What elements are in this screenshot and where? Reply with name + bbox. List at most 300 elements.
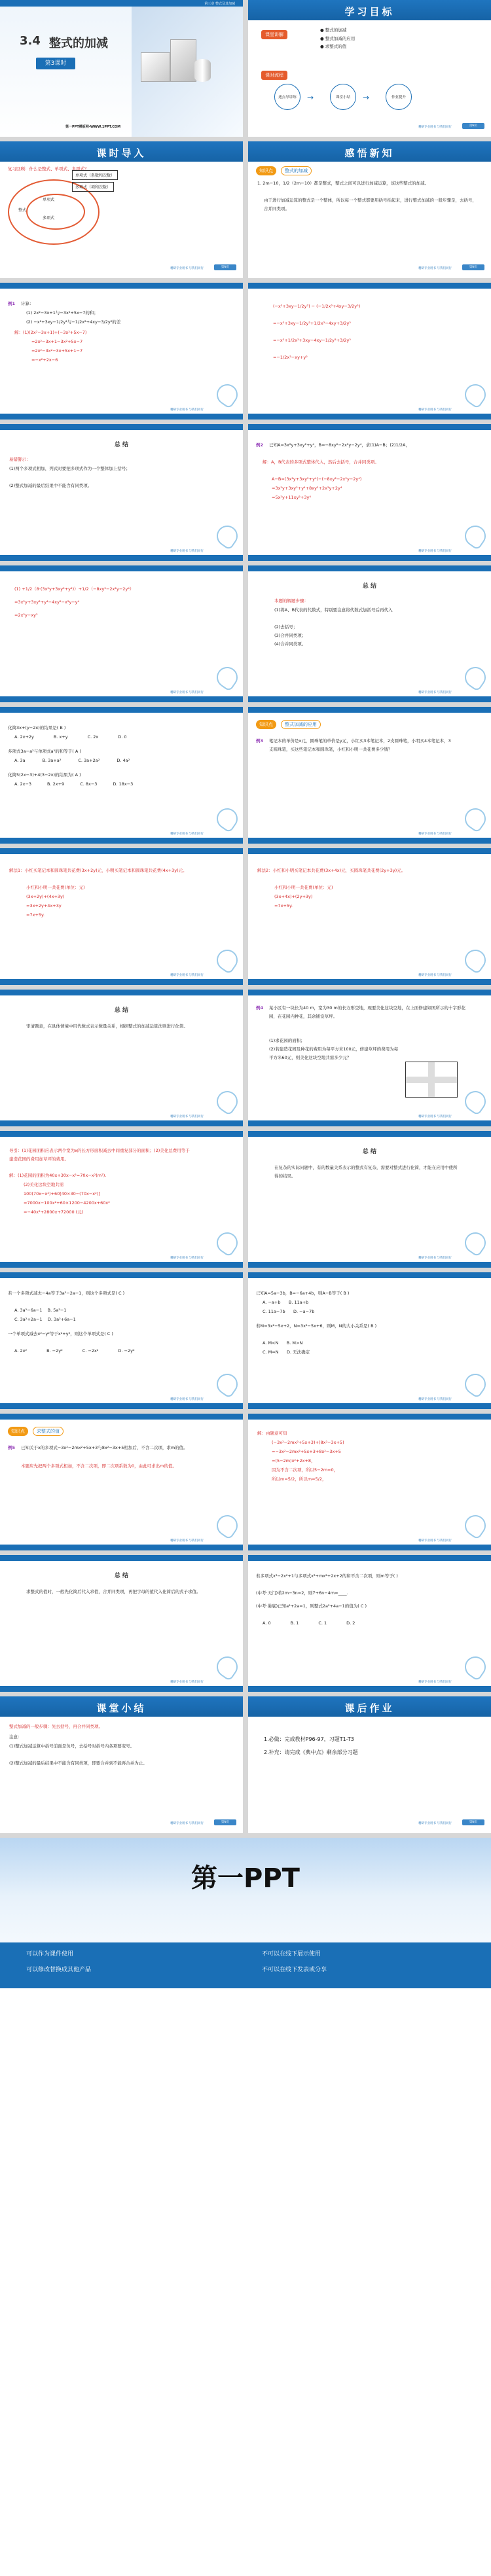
pen-icon: [213, 522, 242, 551]
bottom-bar: [248, 555, 491, 561]
footer: 精研专业用书 与我们同行: [170, 1398, 204, 1401]
end-line-3: 不可以在线下展示使用: [262, 1951, 321, 1958]
option[interactable]: D. 4a²: [117, 758, 130, 763]
example-line-1: (1) 2x²−3x+1与−3x²+5x−7的和；: [26, 310, 98, 315]
flow-1-label: 逐点导讲练: [278, 96, 297, 99]
footer: 精研专业用书 与我们同行: [170, 1539, 204, 1543]
option[interactable]: D. 3a²+6a−1: [47, 1317, 76, 1322]
lesson-badge: [36, 58, 75, 69]
footer: 精研专业用书 与我们同行: [418, 1398, 452, 1401]
summary-point-1: (1)两个多项式相加，列式时要把多项式作为一个整体加上括号；: [9, 466, 130, 471]
pen-icon: [461, 1087, 490, 1117]
solution-line-2: (3x+4x)+(2y+3y): [274, 894, 313, 899]
top-bar: [248, 990, 491, 995]
bottom-bar: [0, 979, 243, 985]
solution-line-3: =2x²y−xy²: [14, 613, 38, 618]
garden-figure: [405, 1062, 458, 1098]
tag-explain: [261, 30, 287, 39]
top-bar: [0, 990, 243, 995]
footer: 精研专业用书 与我们同行: [170, 1822, 204, 1825]
title-band: [248, 141, 491, 162]
practice-q1: 若一个多项式减去−4a等于3a²−2a−1，则这个多项式是( C ): [8, 1291, 125, 1296]
pen-icon: [461, 1653, 490, 1682]
footer: 精研专业用书 与我们同行: [418, 1115, 452, 1118]
slide-homework: [248, 1696, 491, 1833]
slide-intro: [0, 141, 243, 278]
practice-q4: 若M=3x²−5x+2，N=3x²−5x+6，则M，N的大小关系是( B ): [256, 1323, 377, 1329]
flow-1: [274, 84, 300, 110]
knowledge-tag: 知识点: [256, 166, 276, 175]
slide-practice-2: [0, 1272, 243, 1409]
footer: 精研专业用书 与我们同行: [418, 832, 452, 836]
option[interactable]: B. 1: [290, 1620, 299, 1626]
example-question: 笔记本的单价是x元，圆珠笔的单价是y元，小红买3本笔记本，2支圆珠笔，小明买4本笔记本，3支圆珠笔，买这些笔记本和圆珠笔，小红和小明一共花费多少钱？: [269, 738, 451, 752]
page-mark: 第N页: [462, 123, 484, 129]
title-band: [248, 1696, 491, 1717]
option[interactable]: D. 2: [346, 1620, 355, 1626]
option[interactable]: D. −2y²: [118, 1348, 135, 1353]
bottom-bar: [0, 696, 243, 702]
summary-lead: 易错警示：: [9, 457, 31, 462]
option[interactable]: C. 1: [318, 1620, 327, 1626]
knowledge-text-2: 由于进行加减运算的整式是一个整体，所以每一个整式都要用括号括起来，进行整式加减的一般步骤是，去括号，合并同类项。: [264, 198, 477, 211]
bottom-bar: [0, 838, 243, 844]
option[interactable]: B. 11a+b: [288, 1300, 309, 1305]
arrow-icon: →: [363, 93, 370, 102]
pen-icon: [213, 1370, 242, 1399]
solution-line-3: 100(70x−x²)+60[40×30−(70x−x²)]: [24, 1191, 100, 1196]
slide-summary-3: [0, 990, 243, 1126]
top-bar: [0, 424, 243, 430]
summary-line-3: (1)整式加减运算中括号前面是负号，去括号时括号内各项要变号。: [9, 1744, 135, 1749]
top-bar: [248, 848, 491, 854]
chapter-label: 第三章 整式及其加减: [204, 2, 235, 6]
footer: 精研专业用书 与我们同行: [418, 1539, 452, 1543]
solution-line-1: (−x²+3xy−1/2y²) − (−1/2x²+4xy−3/2y²): [273, 304, 361, 309]
flow-2-label: 课堂小结: [335, 96, 350, 99]
solution-text: 解法1：小红买笔记本和圆珠笔共花费(3x+2y)元，小明买笔记本和圆珠笔共花费(4x+3y)元。: [9, 868, 187, 873]
practice-q1: 若多项式x³−2x²+1与多项式x³+mx²+2x+2的和不含二次项，则m等于( ): [256, 1573, 398, 1579]
slide-knowledge-3: [0, 1414, 243, 1550]
option[interactable]: D. 0: [118, 734, 127, 740]
pen-icon: [213, 663, 242, 692]
solution-line-1: (1) +1/2（8·(3x²y+3xy²+y⁴)）+1/2（−8xy²−2x²y−2y⁴）: [14, 586, 134, 592]
knowledge-subtag: 求整式的值: [33, 1427, 64, 1436]
footer: 精研专业用书 与我们同行: [170, 408, 204, 412]
example-label: 例2: [256, 442, 264, 448]
summary-point-4: (4)合并同类项。: [274, 641, 306, 647]
example-question: 计算：: [21, 301, 34, 306]
footer: 精研专业用书 与我们同行: [418, 126, 452, 129]
bottom-bar: [248, 838, 491, 844]
solution-text: 解法2：小红和小明买笔记本共花费(3x+4x)元，买圆珠笔共花费(2y+3y)元。: [257, 868, 406, 873]
summary-line-2: 注意：: [9, 1734, 22, 1740]
example-sub-1: (1)求花园的面积；: [269, 1038, 305, 1043]
diagram-inner: [26, 194, 85, 230]
solution-line-2: (−3x²−2mx²+5x+3)+(8x²−3x+5): [272, 1440, 344, 1445]
slide-title: 课时导入: [96, 147, 147, 159]
bottom-bar: [0, 555, 243, 561]
solution-line-4: =−1/2x²−xy+y²: [273, 355, 308, 360]
tag-flow: [261, 71, 287, 80]
slide-example-1-cont: [248, 283, 491, 420]
practice-q3-options: [14, 780, 230, 789]
summary-point-2: (2)整式加减的最后结果中不能含有同类项。: [9, 483, 92, 488]
footer: 精研专业用书 与我们同行: [418, 1257, 452, 1260]
practice-q4-options-row2: [263, 1348, 310, 1357]
slide-title: 感悟新知: [344, 147, 395, 159]
pen-icon: [461, 1228, 490, 1258]
solution-line-3: =3x+2y+4x+3y: [26, 903, 62, 908]
option[interactable]: A. 0: [263, 1620, 271, 1626]
arrow-icon: →: [307, 93, 314, 102]
solution-line-5: 因为不含二次项，所以5−2m=0，: [272, 1467, 338, 1473]
slide-solution-1: [0, 848, 243, 985]
pen-icon: [461, 663, 490, 692]
diagram-label-dan: 单项式: [43, 198, 55, 202]
example-label: 例1: [8, 301, 16, 306]
option[interactable]: A. −a+b: [263, 1300, 281, 1305]
solution-line-4: =7000x−100x²+60×1200−4200x+60x²: [24, 1200, 110, 1206]
top-bar: [0, 848, 243, 854]
practice-q3: 化简5(2x−3)+4(3−2x)的结果为( A ): [8, 772, 81, 778]
solution-line-2: =3x²y+3xy²+y⁴−4xy²−x²y−y⁴: [14, 599, 80, 605]
option[interactable]: B. 5a²−1: [47, 1308, 67, 1313]
pen-icon: [213, 804, 242, 834]
summary-text: 审清题意，在具体情境中用代数式表示数量关系，根据整式的加减运算法则进行化简。: [26, 1024, 188, 1029]
title-band: [0, 1696, 243, 1717]
summary-title-text: 总 结: [114, 442, 129, 448]
example-question: 某小区有一块长为40 m，宽为30 m的长方形空地，现要美化这块空地，在上面修建如图所示的十字形花园，在花园内种花，其余铺设草坪。: [269, 1005, 465, 1019]
bottom-bar: [0, 1262, 243, 1268]
pen-icon: [461, 804, 490, 834]
practice-q2-options: [14, 757, 230, 765]
slide-title: 课堂小结: [96, 1702, 147, 1714]
option[interactable]: B. −2y²: [46, 1348, 63, 1353]
solution-line-1: 小红和小明一共花费(单位：元): [26, 885, 85, 890]
summary-title-text: 总 结: [362, 583, 377, 590]
practice-q4-options-row1: [263, 1339, 302, 1348]
summary-text: 在复杂的实际问题中，有的数量关系表示的整式有复杂，需要对整式进行化简，才能在应用中使所得的结果。: [274, 1165, 458, 1179]
top-bar: [248, 283, 491, 289]
footer: 精研专业用书 与我们同行: [170, 1257, 204, 1260]
answer-line: 解：(1)(2x²−3x+1)+(−3x²+5x−7): [14, 330, 87, 335]
tag-explain-label: 课堂讲解: [265, 32, 283, 37]
summary-point-1: (1)将A、B代表的代数式，特别要注意将代数式加括号后再代入: [274, 607, 393, 613]
slide-summary-2: [248, 565, 491, 702]
summary-point-2: (2)去括号；: [274, 624, 298, 630]
footer: 精研专业用书 与我们同行: [170, 832, 204, 836]
answer-step-3: =2x²−3x²−3x+5x+1−7: [31, 348, 83, 353]
example-label: 例5: [8, 1445, 16, 1450]
page-mark: 第N页: [462, 1819, 484, 1825]
summary-title: [0, 1005, 243, 1014]
box-monomial-label: 单项式（系数和次数）: [75, 173, 115, 178]
solution-line-4: =(5−2m)x²+2x+8，: [272, 1458, 316, 1463]
summary-title: [248, 1147, 491, 1155]
footer: 精研专业用书 与我们同行: [170, 550, 204, 553]
summary-title-text: 总 结: [114, 1007, 129, 1014]
slide-summary-5: [0, 1555, 243, 1692]
practice-q2: 多项式3a−a²与单项式a²的和等于( A ): [8, 749, 81, 754]
slide-class-summary: [0, 1696, 243, 1833]
footer: 精研专业用书 与我们同行: [418, 408, 452, 412]
top-bar: [0, 1272, 243, 1278]
solution-line-2: =−x²+3xy−1/2y²+1/2x²−4xy+3/2y²: [273, 321, 351, 326]
summary-line-4: (2)整式加减的最后结果中不能含有同类项，即要合并到不能再合并为止。: [9, 1761, 147, 1766]
bottom-bar: [248, 696, 491, 702]
bottom-bar: [0, 1545, 243, 1550]
slide-knowledge-1: [248, 141, 491, 278]
top-bar: [248, 1131, 491, 1137]
pen-icon: [461, 946, 490, 975]
pen-icon: [213, 1653, 242, 1682]
slide-example-1: [0, 283, 243, 420]
practice-q1: 化简3x+(y−2x)的结果是( B ): [8, 725, 66, 730]
flow-3: [386, 84, 412, 110]
option[interactable]: A. 3a: [14, 758, 26, 763]
title-band: [248, 0, 491, 20]
flow-2: [330, 84, 356, 110]
option[interactable]: D. 无法确定: [287, 1350, 310, 1355]
option[interactable]: B. M>N: [286, 1340, 303, 1346]
diagram-label-zhengshi: 整式: [18, 208, 27, 213]
option[interactable]: A. M<N: [263, 1340, 279, 1346]
summary-title: [248, 581, 491, 590]
practice-q1-options: [14, 733, 230, 742]
option[interactable]: D. 18x−3: [113, 781, 134, 787]
knowledge-text-1: 1. 2m−10，1/2（2m−10）都是整式，整式之间可以进行加减运算，该这些整式的加减。: [257, 181, 429, 186]
example-question: 已知关于x的多项式−3x²−2mx²+5x+3与8x²−3x+5相加后，不含二次项，求m的值。: [21, 1445, 188, 1450]
box-polynomial-label: 多项式（项和次数）: [75, 185, 111, 190]
page-title: 整式的加减: [49, 37, 108, 50]
top-bar: [0, 1414, 243, 1420]
practice-q1-options-row1: [14, 1306, 67, 1315]
top-bar: [248, 565, 491, 571]
practice-q2: 一个单项式减去x²−y²等于x²+y²，则这个单项式是( C ): [8, 1331, 113, 1336]
bottom-bar: [0, 1403, 243, 1409]
slide-solution-4: [0, 1131, 243, 1268]
bottom-bar: [248, 1120, 491, 1126]
solution-line-1: 解：由题意可知: [257, 1431, 287, 1436]
pen-icon: [461, 380, 490, 410]
solution-line-3: =−x²+1/2x²+3xy−4xy−1/2y²+3/2y²: [273, 338, 351, 343]
option[interactable]: C. −2x²: [82, 1348, 99, 1353]
knowledge-tag: 知识点: [8, 1427, 28, 1436]
site-text: 第一PPT模板网-WWW.1PPT.COM: [65, 125, 121, 129]
pen-icon: [461, 1511, 490, 1541]
homework-2: 2.补充：请完成《典中点》剩余部分习题: [264, 1749, 358, 1755]
summary-title-text: 总 结: [362, 1149, 377, 1155]
bottom-bar: [248, 1545, 491, 1550]
option[interactable]: B. x+y: [53, 734, 68, 740]
practice-q3-options: [263, 1619, 479, 1628]
solution-line-1: 解：(1)花园的面积为40x+30x−x²=70x−x²(m²).: [9, 1173, 107, 1178]
summary-title-text: 总 结: [114, 1573, 129, 1579]
option[interactable]: D. −a−7b: [293, 1309, 315, 1314]
top-bar: [0, 1555, 243, 1561]
option[interactable]: C. 3a²+2a−1: [14, 1317, 43, 1322]
practice-q2: (中考·天门)若2m−3n=2，则7+6n−4m=____.: [256, 1590, 348, 1596]
practice-q3-options-row1: [263, 1298, 308, 1307]
practice-q3: (中考·娄底)已知a²+2a=1，则整式2a²+4a−1的值为( C ): [256, 1603, 367, 1609]
bottom-bar: [0, 1686, 243, 1692]
option[interactable]: A. 2x+2y: [14, 734, 34, 740]
homework-1: 1.必做：完成教材P96-97，习题T1-T3: [264, 1736, 354, 1742]
solution-line-1: 小红和小明一共花费(单位：元): [274, 885, 333, 890]
footer: 精研专业用书 与我们同行: [170, 691, 204, 694]
solution-line-5: =−40x²+2800x+72000 (元): [24, 1209, 84, 1215]
lesson-label: 第3课时: [45, 60, 67, 67]
slide-example-2: [248, 424, 491, 561]
practice-q1-options-row2: [14, 1315, 76, 1324]
example-label: 例4: [256, 1005, 264, 1011]
hint-text: 导引：(1)花园面积应表示两个宽为x的长方形面积减去中间重复部分的面积；(2)美化总费用等于建造花园的费用加草坪的费用。: [9, 1148, 190, 1162]
end-line-4: 不可以在线下发表或分享: [262, 1967, 327, 1973]
footer: 精研专业用书 与我们同行: [170, 1681, 204, 1684]
top-bar: [0, 707, 243, 713]
knowledge-subtag: 整式的加减: [281, 166, 312, 175]
slide-practice-3: [248, 1272, 491, 1409]
example-sub-2: (2)若建造花园及种花的费用为每平方米100元，修建草坪的费用为每平方米60元，则美化这块空地共需多少元？: [269, 1046, 399, 1060]
end-line-1: 可以作为课件使用: [26, 1951, 74, 1958]
pen-icon: [213, 946, 242, 975]
box-polynomial: [72, 182, 114, 192]
page-mark: 第N页: [214, 264, 236, 270]
example-line-2: (2) −x²+3xy−1/2y²与−1/2x²+4xy−3/2y²的差: [26, 319, 121, 325]
pen-icon: [461, 1370, 490, 1399]
answer-step-2: =3x²y+3xy²+y⁴+8xy²+2x²y+2y⁴: [272, 486, 342, 491]
bottom-bar: [248, 1403, 491, 1409]
box-monomial: [72, 170, 118, 180]
practice-q2-options: [14, 1347, 230, 1355]
knowledge-tag: 知识点: [256, 720, 276, 729]
tag-flow-label: 课时流程: [265, 73, 283, 78]
bottom-bar: [0, 1120, 243, 1126]
slide-solution-2: [248, 848, 491, 985]
hint-text: 本题应先把两个多项式相加，不含二次项，即二次项系数为0，由此可求出m的值。: [21, 1463, 177, 1469]
option[interactable]: B. 3a+a²: [42, 758, 62, 763]
pen-icon: [461, 522, 490, 551]
bottom-bar: [248, 414, 491, 420]
goal-1: 整式的加减: [325, 27, 347, 33]
pen-icon: [213, 1228, 242, 1258]
diagram-label-duo: 多项式: [43, 216, 55, 221]
slide-example-4: [248, 990, 491, 1126]
top-bar: [248, 707, 491, 713]
example-question: 已知A=3x²y+3xy²+y⁴，B=−8xy²−2x²y−2y⁴，求(1)A−B；(2)1/2A，: [269, 442, 410, 448]
top-bar: [0, 565, 243, 571]
option[interactable]: A. 2x−3: [14, 781, 32, 787]
summary-title: [0, 440, 243, 448]
footer: 精研专业用书 与我们同行: [170, 267, 204, 270]
footer: 精研专业用书 与我们同行: [418, 550, 452, 553]
slide-goals: [248, 0, 491, 137]
footer: 精研专业用书 与我们同行: [418, 974, 452, 977]
top-bar: [248, 1414, 491, 1420]
top-bar: [0, 283, 243, 289]
slide-solution-5: [248, 1414, 491, 1550]
option[interactable]: B. 2x+9: [47, 781, 65, 787]
top-bar: [0, 1131, 243, 1137]
option[interactable]: C. M=N: [263, 1350, 279, 1355]
option[interactable]: C. 8x−3: [80, 781, 98, 787]
goal-list: ● 整式的加减 ● 整式加减的应用 ● 求整式的值: [320, 27, 355, 49]
page-mark: 第N页: [214, 1819, 236, 1825]
answer-step-3: =5x²y+11xy²+3y⁴: [272, 495, 311, 500]
pen-icon: [213, 1087, 242, 1117]
answer-step-4: =−x²+2x−6: [31, 357, 58, 363]
bottom-bar: [248, 979, 491, 985]
slide-summary-4: [248, 1131, 491, 1268]
summary-text: 求整式的值时，一般先化简后代入求值，合并同类项，再把字母的值代入化简后的式子求值。: [26, 1589, 201, 1594]
slide-title: 课后作业: [344, 1702, 395, 1714]
footer: 精研专业用书 与我们同行: [418, 1822, 452, 1825]
slide-practice-4: [248, 1555, 491, 1692]
bottom-bar: [248, 1686, 491, 1692]
end-footer-bar: [0, 1942, 491, 1988]
option[interactable]: C. 11a−7b: [263, 1309, 285, 1314]
answer-step-2: =2x²−3x+1−3x²+5x−7: [31, 339, 83, 344]
answer-line: 解：A，B代表的多项式整体代入，然后去括号，合并同类项。: [263, 459, 379, 465]
slide-knowledge-2: [248, 707, 491, 844]
review-question: 复习回顾：什么是整式、单项式、多项式？: [8, 166, 89, 171]
cube-art: [134, 26, 213, 88]
footer: 精研专业用书 与我们同行: [170, 974, 204, 977]
option[interactable]: A. 3a²−6a−1: [14, 1308, 43, 1313]
option[interactable]: C. 3a+2a²: [78, 758, 100, 763]
section-number: 3.4: [20, 34, 41, 48]
answer-step-1: A−B=(3x²y+3xy²+y⁴)−(−8xy²−2x²y−2y⁴): [272, 476, 362, 482]
summary-lead: 本题的解题步骤：: [274, 598, 308, 603]
solution-line-3: =−3x²−2mx²+5x+3+8x²−3x+5: [272, 1449, 341, 1454]
practice-q3-options-row2: [263, 1308, 314, 1316]
top-bar: [248, 424, 491, 430]
end-brand: [0, 1857, 491, 1895]
summary-point-3: (3)合并同类项；: [274, 633, 306, 638]
solution-line-3: =7x+5y.: [274, 903, 293, 908]
slide-cover: [0, 0, 243, 137]
top-bar: [248, 1555, 491, 1561]
footer: 精研专业用书 与我们同行: [418, 1681, 452, 1684]
practice-q3: 已知A=5a−3b，B=−6a+4b，则A−B等于( B ): [256, 1291, 350, 1296]
solution-line-2: (2)美化这块空地共需: [24, 1182, 64, 1187]
title-band: [0, 141, 243, 162]
summary-title: [0, 1571, 243, 1579]
slide-example-2-cont: [0, 565, 243, 702]
solution-line-6: 所以m=5/2，所以m=5/2，: [272, 1476, 327, 1482]
pen-icon: [213, 380, 242, 410]
solution-line-2: (3x+2y)+(4x+3y): [26, 894, 65, 899]
footer: 精研专业用书 与我们同行: [170, 1115, 204, 1118]
end-line-2: 可以修改替换成其他产品: [26, 1967, 92, 1973]
goal-2: 整式加减的应用: [325, 35, 355, 41]
page-mark: 第N页: [462, 264, 484, 270]
top-bar: [248, 1272, 491, 1278]
knowledge-subtag: 整式加减的应用: [281, 720, 321, 729]
slide-title: 学习目标: [344, 6, 395, 18]
bottom-bar: [248, 1262, 491, 1268]
end-brand-text: 第一PPT: [191, 1863, 300, 1893]
footer: 精研专业用书 与我们同行: [418, 267, 452, 270]
footer: 精研专业用书 与我们同行: [418, 691, 452, 694]
slide-practice-1: [0, 707, 243, 844]
pen-icon: [213, 1511, 242, 1541]
option[interactable]: A. 2x²: [14, 1348, 27, 1353]
option[interactable]: C. 2x: [87, 734, 99, 740]
slide-summary-1: [0, 424, 243, 561]
goal-3: 求整式的值: [325, 44, 347, 49]
